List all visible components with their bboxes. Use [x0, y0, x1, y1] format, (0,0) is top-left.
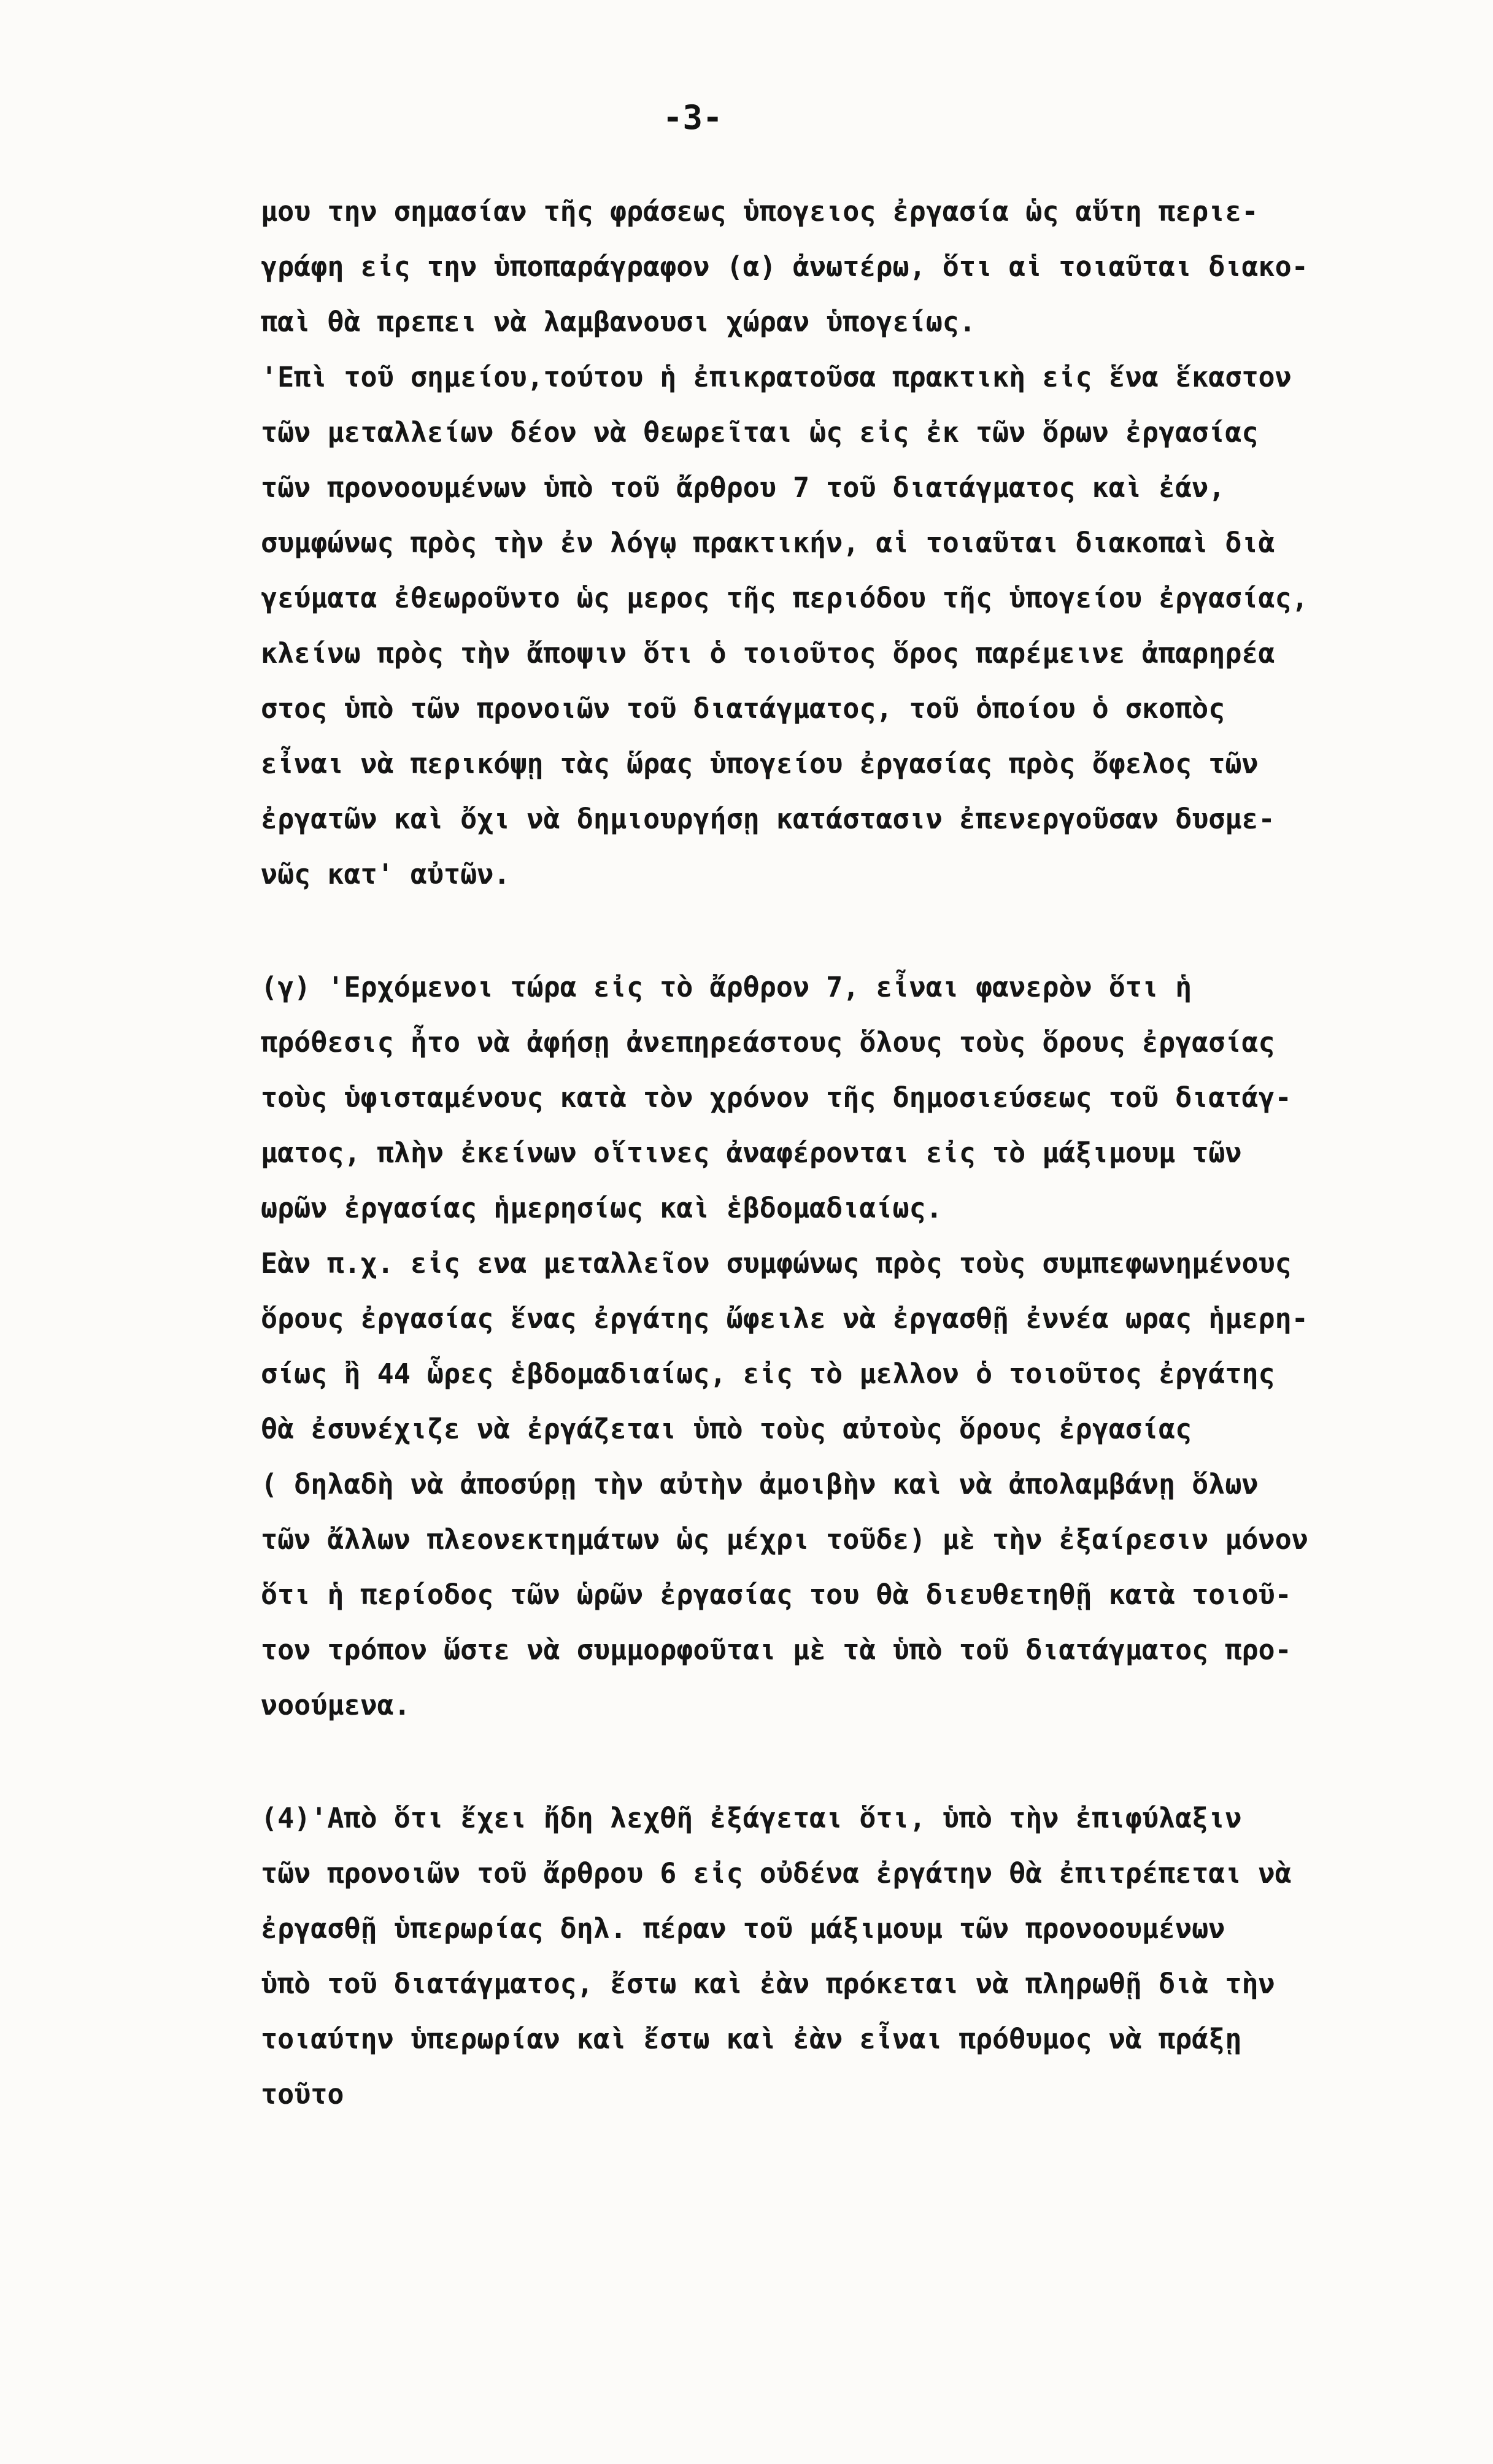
- text-line: μου την σημασίαν τῆς φράσεως ὑπογειος ἐργασία ὡς αὕτη περιε-: [261, 195, 1259, 228]
- text-line: πρόθεσις ἦτο νὰ ἀφήσῃ ἀνεπηρεάστους ὅλους τοὺς ὅρους ἐργασίας: [261, 1026, 1275, 1059]
- text-line: 'Επὶ τοῦ σημείου,τούτου ἡ ἐπικρατοῦσα πρακτικὴ εἰς ἕνα ἕκαστον: [261, 361, 1292, 393]
- paragraph-gap: [261, 1733, 1427, 1791]
- text-line: τοὺς ὑφισταμένους κατὰ τὸν χρόνον τῆς δημοσιεύσεως τοῦ διατάγ-: [261, 1081, 1292, 1114]
- text-line: τοῦτο: [261, 2078, 344, 2111]
- text-line: εἶναι νὰ περικόψῃ τὰς ὥρας ὑπογείου ἐργασίας πρὸς ὄφελος τῶν: [261, 747, 1259, 780]
- text-line: στος ὑπὸ τῶν προνοιῶν τοῦ διατάγματος, τοῦ ὁποίου ὁ σκοπὸς: [261, 692, 1225, 725]
- text-line: τῶν προνοουμένων ὑπὸ τοῦ ἄρθρου 7 τοῦ διατάγματος καὶ ἐάν,: [261, 471, 1225, 504]
- text-line: Εὰν π.χ. εἰς ενα μεταλλεῖον συμφώνως πρὸς τοὺς συμπεφωνημένους: [261, 1247, 1292, 1280]
- text-line: ὅρους ἐργασίας ἕνας ἐργάτης ὤφειλε νὰ ἐργασθῇ ἐννέα ωρας ἡμερη-: [261, 1302, 1308, 1335]
- text-line: συμφώνως πρὸς τὴν ἐν λόγῳ πρακτικήν, αἱ τοιαῦται διακοπαὶ διὰ: [261, 527, 1275, 559]
- paragraph-2: [261, 960, 1427, 1733]
- text-line: γεύματα ἐθεωροῦντο ὡς μερος τῆς περιόδου τῆς ὑπογείου ἐργασίας,: [261, 582, 1308, 614]
- paragraph-3: [261, 1791, 1427, 2122]
- text-line: θὰ ἐσυνέχιζε νὰ ἐργάζεται ὑπὸ τοὺς αὐτοὺς ὅρους ἐργασίας: [261, 1413, 1192, 1445]
- text-line: ὑπὸ τοῦ διατάγματος, ἔστω καὶ ἐὰν πρόκεται νὰ πληρωθῇ διὰ τὴν: [261, 1968, 1275, 2000]
- text-line: τοιαύτην ὑπερωρίαν καὶ ἔστω καὶ ἐὰν εἶναι πρόθυμος νὰ πράξῃ: [261, 2023, 1242, 2055]
- text-line: τῶν προνοιῶν τοῦ ἄρθρου 6 εἰς οὐδένα ἐργάτην θὰ ἐπιτρέπεται νὰ: [261, 1857, 1292, 1890]
- text-line: ἐργατῶν καὶ ὄχι νὰ δημιουργήσῃ κατάστασιν ἐπενεργοῦσαν δυσμε-: [261, 803, 1275, 835]
- text-line: νοούμενα.: [261, 1689, 411, 1721]
- text-line: ματος, πλὴν ἐκείνων οἵτινες ἀναφέρονται εἰς τὸ μάξιμουμ τῶν: [261, 1137, 1242, 1169]
- text-line: παὶ θὰ πρεπει νὰ λαμβανουσι χώραν ὑπογείως.: [261, 306, 976, 338]
- page-number: -3-: [663, 98, 723, 137]
- text-line: νῶς κατ' αὐτῶν.: [261, 858, 511, 890]
- text-line: τῶν ἄλλων πλεονεκτημάτων ὡς μέχρι τοῦδε) μὲ τὴν ἐξαίρεσιν μόνον: [261, 1523, 1308, 1556]
- text-line: (4)'Απὸ ὅτι ἔχει ἤδη λεχθῆ ἐξάγεται ὅτι, ὑπὸ τὴν ἐπιφύλαξιν: [261, 1802, 1242, 1834]
- text-line: τῶν μεταλλείων δέον νὰ θεωρεῖται ὡς εἰς ἐκ τῶν ὅρων ἐργασίας: [261, 416, 1259, 449]
- text-line: γράφη εἰς την ὑποπαράγραφον (α) ἀνωτέρω, ὅτι αἱ τοιαῦται διακο-: [261, 250, 1308, 283]
- paragraph-1: [261, 184, 1427, 902]
- document-body: [261, 184, 1427, 2122]
- text-line: κλείνω πρὸς τὴν ἄποψιν ὅτι ὁ τοιοῦτος ὅρος παρέμεινε ἀπαρηρέα: [261, 637, 1275, 670]
- text-line: ὅτι ἡ περίοδος τῶν ὡρῶν ἐργασίας του θὰ διευθετηθῇ κατὰ τοιοῦ-: [261, 1578, 1292, 1611]
- paragraph-gap: [261, 902, 1427, 960]
- text-line: σίως ἢ 44 ὧρες ἑβδομαδιαίως, εἰς τὸ μελλον ὁ τοιοῦτος ἐργάτης: [261, 1358, 1275, 1390]
- text-line: ἐργασθῇ ὑπερωρίας δηλ. πέραν τοῦ μάξιμουμ τῶν προνοουμένων: [261, 1912, 1225, 1945]
- text-line: ( δηλαδὴ νὰ ἀποσύρῃ τὴν αὐτὴν ἀμοιβὴν καὶ νὰ ἀπολαμβάνῃ ὅλων: [261, 1468, 1259, 1500]
- text-line: τον τρόπον ὥστε νὰ συμμορφοῦται μὲ τὰ ὑπὸ τοῦ διατάγματος προ-: [261, 1634, 1292, 1666]
- text-line: ωρῶν ἐργασίας ἡμερησίως καὶ ἑβδομαδιαίως.: [261, 1192, 943, 1224]
- text-line: (γ) 'Ερχόμενοι τώρα εἰς τὸ ἄρθρον 7, εἶναι φανερὸν ὅτι ἡ: [261, 971, 1192, 1003]
